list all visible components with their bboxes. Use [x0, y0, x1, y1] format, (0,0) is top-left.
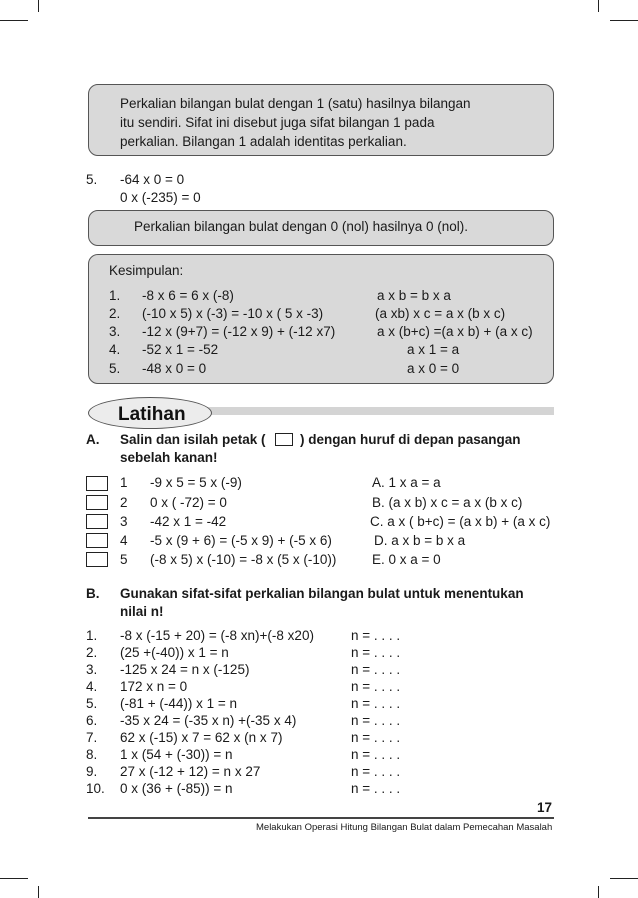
item-5-number: 5. [86, 172, 98, 187]
section-b-label: B. [86, 586, 100, 601]
latihan-title: Latihan [118, 404, 186, 425]
section-b-row-3-num: 3. [86, 662, 98, 677]
section-b-row-8-expr: 1 x (54 + (-30)) = n [120, 747, 233, 762]
kesimpulan-row-2-num: 2. [109, 306, 121, 321]
kesimpulan-row-3-num: 3. [109, 324, 121, 339]
section-b-row-10-answer: n = . . . . [351, 781, 401, 796]
kesimpulan-row-1-left: -8 x 6 = 6 x (-8) [142, 288, 234, 303]
identity-note-line-3: perkalian. Bilangan 1 adalah identitas perkalian. [120, 134, 407, 149]
kesimpulan-row-4-num: 4. [109, 342, 121, 357]
section-a-label: A. [86, 432, 100, 447]
footer-caption: Melakukan Operasi Hitung Bilangan Bulat dalam Pemecahan Masalah [256, 822, 553, 833]
kesimpulan-row-2-right: (a xb) x c = a x (b x c) [375, 306, 506, 321]
crop-mark-tl-h [0, 20, 28, 21]
section-b-row-6-expr: -35 x 24 = (-35 x n) +(-35 x 4) [120, 713, 297, 728]
section-b-row-7-answer: n = . . . . [351, 730, 401, 745]
answer-box-4[interactable] [86, 533, 108, 548]
section-b-row-1-expr: -8 x (-15 + 20) = (-8 xn)+(-8 x20) [120, 628, 314, 643]
section-b-instruction-1: Gunakan sifat-sifat perkalian bilangan bulat untuk menentukan [120, 586, 524, 601]
answer-box-1[interactable] [86, 476, 108, 491]
section-b-row-7-expr: 62 x (-15) x 7 = 62 x (n x 7) [120, 730, 283, 745]
section-a-row-4-left: -5 x (9 + 6) = (-5 x 9) + (-5 x 6) [150, 533, 332, 548]
section-b-row-4-expr: 172 x n = 0 [120, 679, 188, 694]
section-b-row-7-num: 7. [86, 730, 98, 745]
section-b-row-3-expr: -125 x 24 = n x (-125) [120, 662, 250, 677]
section-a-row-2-right: B. (a x b) x c = a x (b x c) [372, 495, 523, 510]
section-b-row-4-answer: n = . . . . [351, 679, 401, 694]
section-b-row-5-expr: (-81 + (-44)) x 1 = n [120, 696, 238, 711]
kesimpulan-row-4-right: a x 1 = a [407, 342, 460, 357]
item-5-line-2: 0 x (-235) = 0 [120, 190, 201, 205]
section-b-row-4-num: 4. [86, 679, 98, 694]
section-b-row-5-answer: n = . . . . [351, 696, 401, 711]
section-b-row-10-num: 10. [86, 781, 105, 796]
answer-box-3[interactable] [86, 514, 108, 529]
section-b-instruction-2: nilai n! [120, 604, 164, 619]
kesimpulan-row-1-right: a x b = b x a [377, 288, 451, 303]
kesimpulan-row-4-left: -52 x 1 = -52 [142, 342, 219, 357]
section-b-row-9-answer: n = . . . . [351, 764, 401, 779]
section-a-row-3-num: 3 [120, 514, 128, 529]
section-a-row-3-right: C. a x ( b+c) = (a x b) + (a x c) [370, 514, 551, 529]
kesimpulan-row-3-right: a x (b+c) =(a x b) + (a x c) [377, 324, 533, 339]
crop-mark-tr-h [610, 20, 638, 21]
kesimpulan-row-5-num: 5. [109, 361, 121, 376]
kesimpulan-row-3-left: -12 x (9+7) = (-12 x 9) + (-12 x7) [142, 324, 336, 339]
crop-mark-br-v [598, 886, 599, 898]
section-b-row-8-answer: n = . . . . [351, 747, 401, 762]
crop-mark-tr-v [598, 0, 599, 12]
section-b-row-2-num: 2. [86, 645, 98, 660]
section-a-row-1-left: -9 x 5 = 5 x (-9) [150, 475, 242, 490]
crop-mark-bl-h [0, 878, 28, 879]
crop-mark-br-h [610, 878, 638, 879]
kesimpulan-row-2-left: (-10 x 5) x (-3) = -10 x ( 5 x -3) [142, 306, 324, 321]
page-number: 17 [537, 800, 553, 815]
kesimpulan-title: Kesimpulan: [109, 263, 184, 278]
section-a-instruction-3: sebelah kanan! [120, 450, 218, 465]
section-a-row-5-left: (-8 x 5) x (-10) = -8 x (5 x (-10)) [150, 552, 337, 567]
kesimpulan-row-5-left: -48 x 0 = 0 [142, 361, 207, 376]
kesimpulan-row-5-right: a x 0 = 0 [407, 361, 460, 376]
section-b-row-10-expr: 0 x (36 + (-85)) = n [120, 781, 233, 796]
section-a-row-2-num: 2 [120, 495, 128, 510]
item-5-line-1: -64 x 0 = 0 [120, 172, 185, 187]
section-a-instruction-2: ) dengan huruf di depan pasangan [300, 432, 521, 447]
section-b-row-8-num: 8. [86, 747, 98, 762]
answer-box-2[interactable] [86, 495, 108, 510]
section-a-row-4-num: 4 [120, 533, 128, 548]
section-a-instruction-1: Salin dan isilah petak ( [120, 432, 266, 447]
section-b-row-5-num: 5. [86, 696, 98, 711]
footer-rule [88, 817, 554, 819]
section-a-row-5-right: E. 0 x a = 0 [372, 552, 441, 567]
petak-example-box [275, 433, 293, 446]
section-a-row-3-left: -42 x 1 = -42 [150, 514, 227, 529]
section-b-row-1-answer: n = . . . . [351, 628, 401, 643]
section-b-row-6-answer: n = . . . . [351, 713, 401, 728]
section-a-row-1-right: A. 1 x a = a [372, 475, 441, 490]
section-b-row-2-expr: (25 +(-40)) x 1 = n [120, 645, 229, 660]
crop-mark-bl-v [38, 886, 39, 898]
section-a-row-1-num: 1 [120, 475, 128, 490]
answer-box-5[interactable] [86, 552, 108, 567]
kesimpulan-row-1-num: 1. [109, 288, 121, 303]
zero-note-text: Perkalian bilangan bulat dengan 0 (nol) hasilnya 0 (nol). [134, 219, 468, 234]
identity-note-line-1: Perkalian bilangan bulat dengan 1 (satu) hasilnya bilangan [120, 96, 471, 111]
section-a-row-4-right: D. a x b = b x a [374, 533, 466, 548]
crop-mark-tl-v [38, 0, 39, 12]
section-b-row-9-expr: 27 x (-12 + 12) = n x 27 [120, 764, 261, 779]
section-b-row-1-num: 1. [86, 628, 98, 643]
section-a-row-2-left: 0 x ( -72) = 0 [150, 495, 227, 510]
identity-note-line-2: itu sendiri. Sifat ini disebut juga sifat bilangan 1 pada [120, 115, 435, 130]
section-b-row-2-answer: n = . . . . [351, 645, 401, 660]
section-b-row-9-num: 9. [86, 764, 98, 779]
section-b-row-6-num: 6. [86, 713, 98, 728]
section-b-row-3-answer: n = . . . . [351, 662, 401, 677]
section-a-row-5-num: 5 [120, 552, 128, 567]
